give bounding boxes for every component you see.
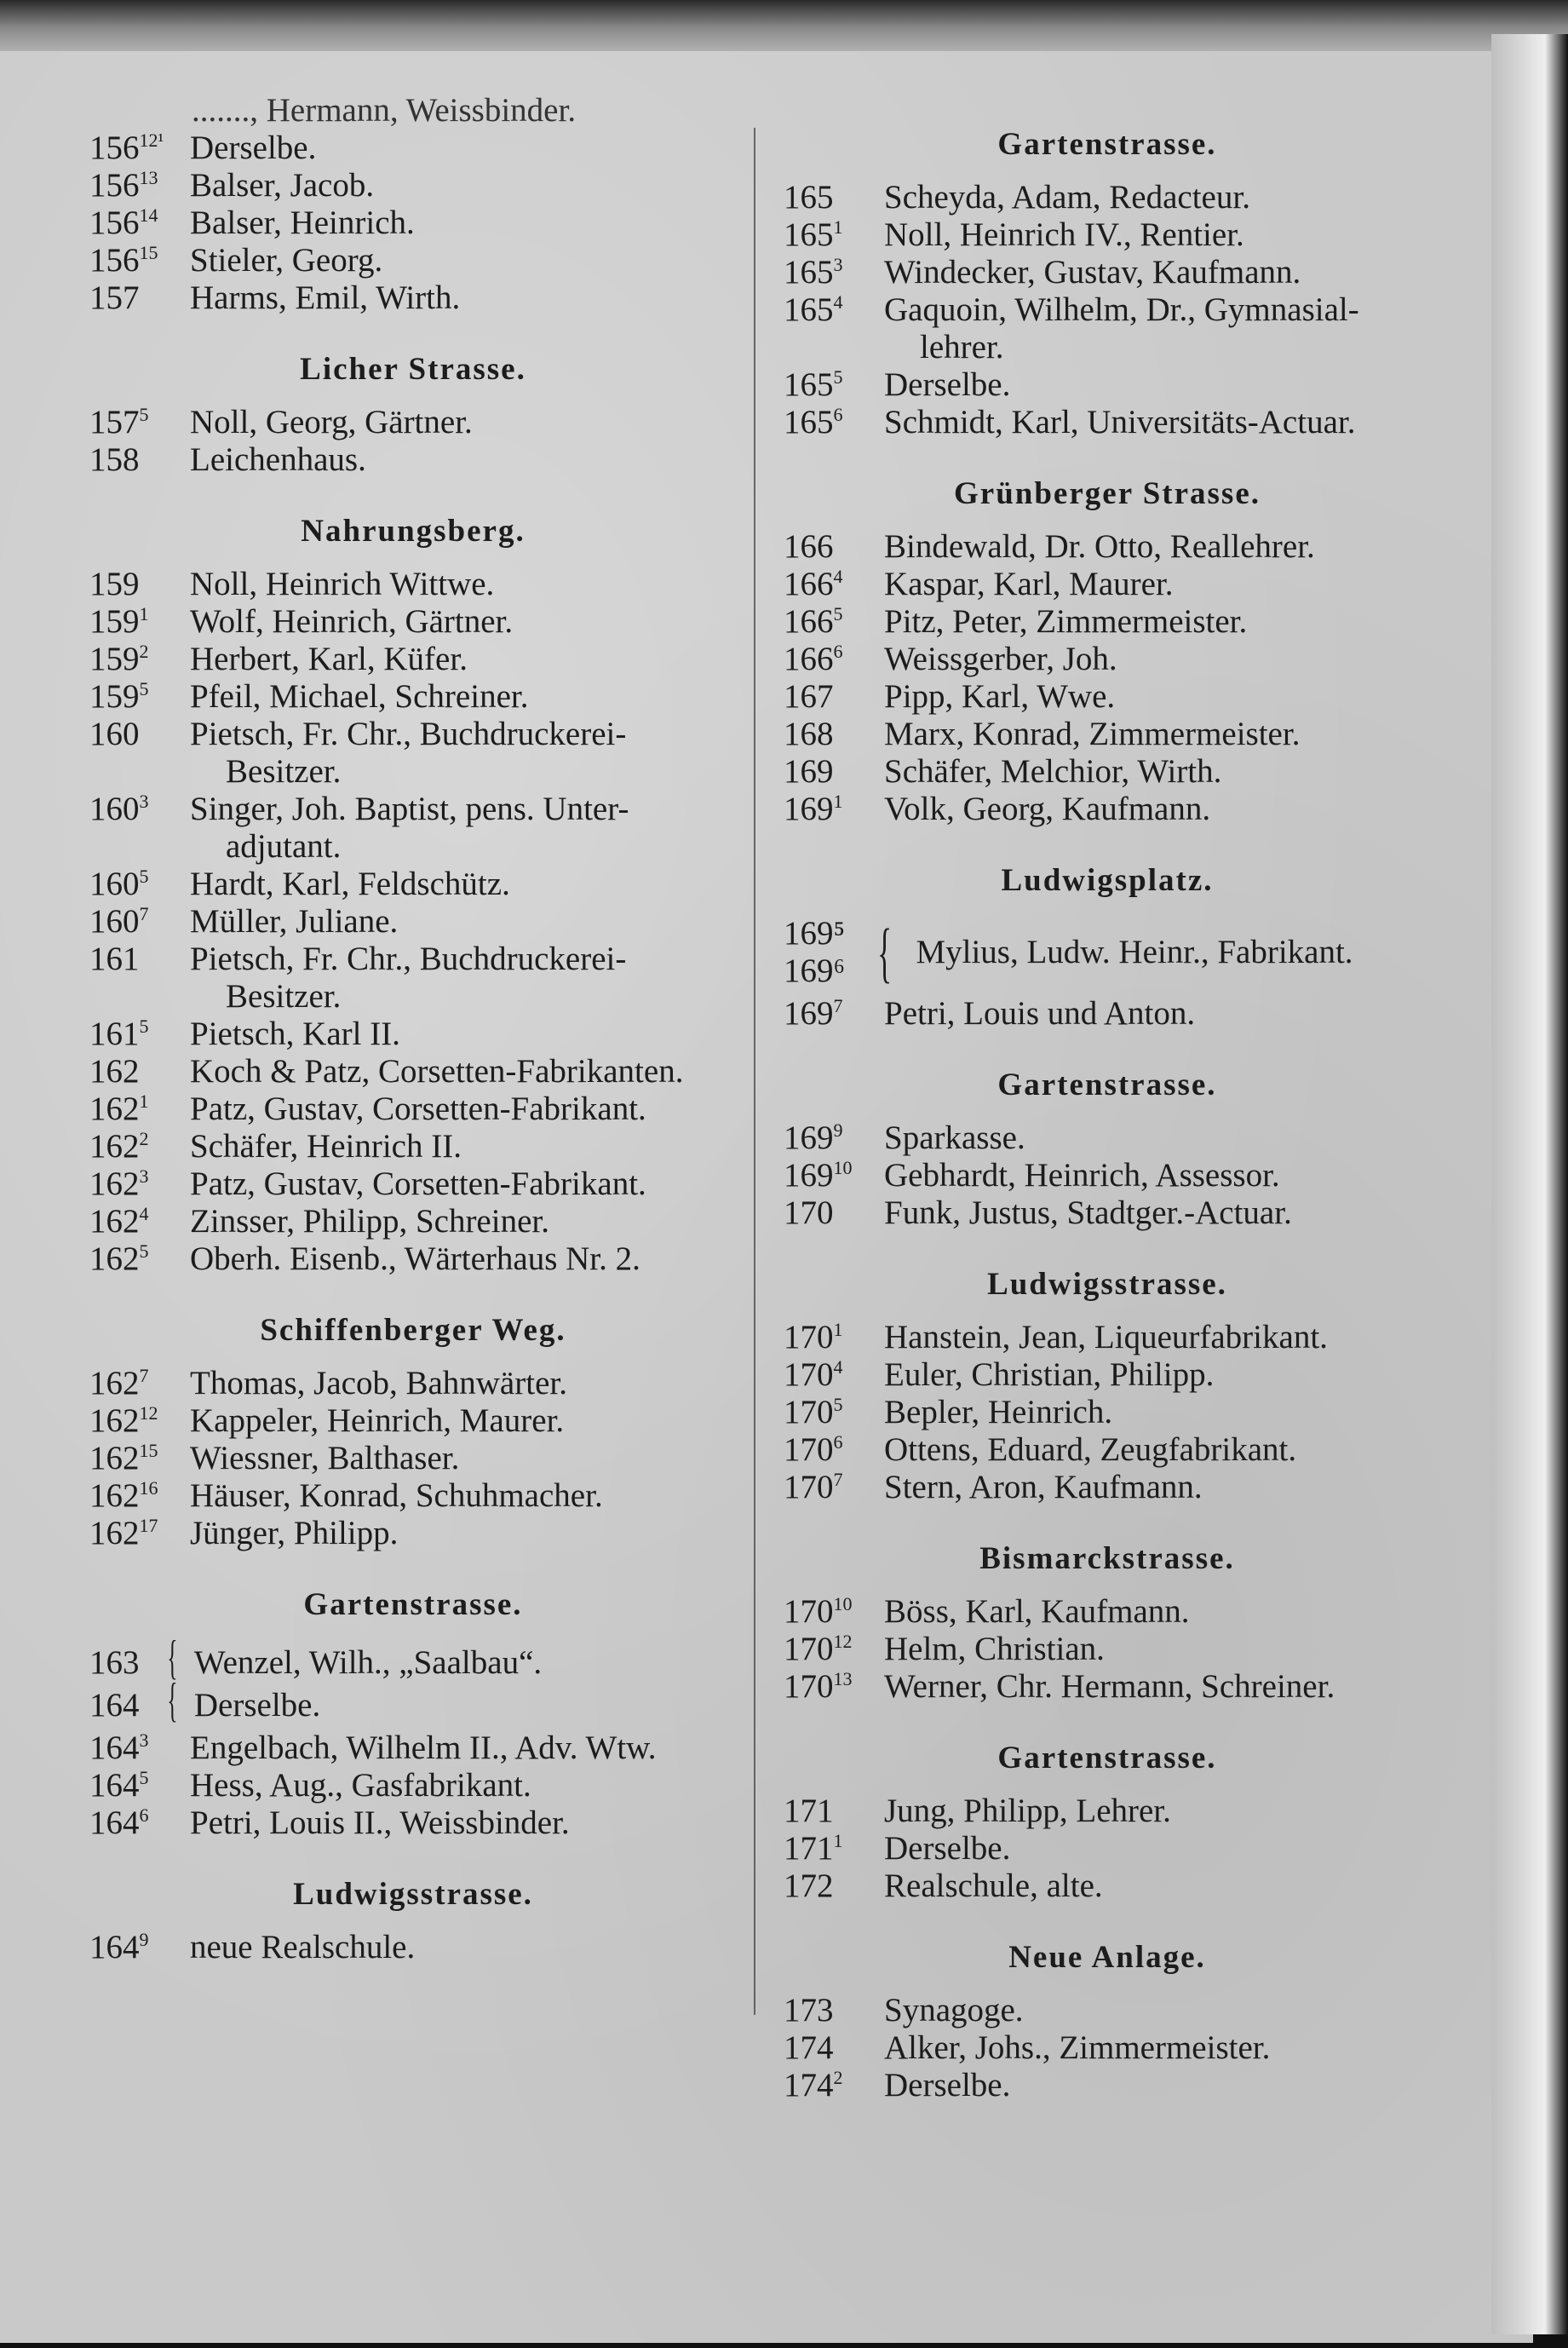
- column-divider: [754, 128, 755, 2015]
- entry-number: $162^{15}$: [89, 1440, 158, 1476]
- entry-number: 162: [89, 1053, 140, 1090]
- entry-number-sup: 5: [833, 1394, 843, 1415]
- entry-text: Schäfer, Melchior, Wirth.: [884, 753, 1222, 790]
- entry-text: Stern, Aron, Kaufmann.: [884, 1469, 1203, 1505]
- heading-ludwigsstrasse-left: Ludwigsstrasse.: [293, 1877, 533, 1912]
- directory-entry: [89, 1053, 737, 1091]
- entry-number-sup: 12: [139, 1402, 158, 1424]
- bracket-row-164: [89, 1674, 542, 1727]
- entry-number: $170^{13}$: [784, 1668, 853, 1705]
- entry-number: 158: [89, 441, 140, 478]
- entry-number: $165^3$: [784, 254, 843, 291]
- directory-entry: [89, 1477, 737, 1515]
- directory-entry: [784, 1830, 1431, 1867]
- entry-text: Weissgerber, Joh.: [884, 641, 1117, 677]
- directory-entry: [784, 566, 1431, 603]
- directory-entry: [784, 1319, 1431, 1356]
- heading-ludwigsplatz: Ludwigsplatz.: [1001, 863, 1214, 898]
- directory-entry: [784, 366, 1431, 404]
- directory-entry: [89, 1365, 737, 1402]
- entries-gartenstrasse-3: [784, 1793, 1431, 1905]
- directory-entry: [89, 903, 737, 941]
- entry-text: neue Realschule.: [190, 1929, 416, 1965]
- entry-number-sup: 1: [833, 791, 843, 812]
- entry-text: Müller, Juliane.: [190, 903, 399, 940]
- directory-entry: [89, 1128, 737, 1165]
- entry-number: $164^5$: [89, 1767, 149, 1804]
- entry-text: Singer, Joh. Baptist, pens. Unter-: [190, 791, 629, 827]
- entry-number-sup: 6: [833, 641, 843, 662]
- entry-text: Böss, Karl, Kaufmann.: [884, 1593, 1190, 1630]
- entry-number-sup: 1: [139, 603, 149, 624]
- entry-number: $162^2$: [89, 1128, 149, 1165]
- entries-gartenstrasse-2: [784, 1119, 1431, 1232]
- brace-glyph: {: [877, 915, 893, 989]
- entry-text: Marx, Konrad, Zimmermeister.: [884, 716, 1301, 752]
- directory-entry: [89, 1729, 737, 1767]
- entry-number: $156^{13}$: [89, 167, 158, 204]
- entry-number: 157: [89, 279, 140, 316]
- entry-number-sup: 16: [139, 1477, 158, 1499]
- heading-licher-strasse: Licher Strasse.: [300, 352, 526, 387]
- entry-number: $159^2$: [89, 641, 149, 677]
- entry-text: Pietsch, Fr. Chr., Buchdruckerei-: [190, 716, 627, 752]
- entry-text: Schmidt, Karl, Universitäts-Actuar.: [884, 404, 1356, 440]
- entry-text: Pietsch, Karl II.: [190, 1016, 400, 1052]
- directory-entry: [784, 1867, 1431, 1905]
- entry-number: $162^7$: [89, 1365, 149, 1401]
- directory-entry: [89, 1091, 737, 1128]
- entry-number: $174^2$: [784, 2067, 843, 2103]
- entry-number: $169^9$: [784, 1119, 843, 1156]
- entry-number: $169^1$: [784, 791, 843, 827]
- entry-text: Jünger, Philipp.: [190, 1515, 399, 1551]
- directory-entry: [89, 1440, 737, 1477]
- entry-number-sup: 12: [833, 1631, 853, 1652]
- entries-ludwigsstrasse-right: [784, 1319, 1431, 1506]
- entry-number: $161^5$: [89, 1016, 149, 1052]
- directory-entry: [89, 1767, 737, 1804]
- entry-text: Zinsser, Philipp, Schreiner.: [190, 1203, 549, 1240]
- bracket-row-163: [89, 1632, 543, 1684]
- directory-entry: [89, 404, 737, 441]
- entry-text: Volk, Georg, Kaufmann.: [884, 791, 1211, 827]
- brace-glyph: {: [167, 1674, 178, 1727]
- entry-number-sup: 15: [139, 1440, 158, 1461]
- directory-entry: [89, 941, 737, 978]
- directory-entry: [784, 2067, 1431, 2104]
- directory-entry: [89, 167, 737, 204]
- directory-entry: [784, 1668, 1431, 1706]
- entry-number: $157^5$: [89, 404, 149, 440]
- entry-number: $162^{16}$: [89, 1477, 158, 1514]
- entries-gartenstrasse-left: [89, 1729, 737, 1842]
- entry-text: Sparkasse.: [884, 1119, 1025, 1156]
- directory-entry: [89, 242, 737, 279]
- directory-entry: [89, 279, 737, 317]
- entry-text: Pitz, Peter, Zimmermeister.: [884, 603, 1248, 640]
- entry-number: 161: [89, 941, 140, 977]
- entry-number-sup: 2: [833, 2067, 843, 2088]
- entry-number: $159^5$: [89, 678, 149, 715]
- entry-number: $169^7$: [784, 995, 843, 1032]
- entry-text: Derselbe.: [884, 366, 1011, 403]
- entry-text: Balser, Jacob.: [190, 167, 375, 204]
- entry-number: 165: [784, 179, 834, 216]
- heading-schiffenberger-weg: Schiffenberger Weg.: [260, 1313, 566, 1348]
- directory-entry: [89, 603, 737, 641]
- entry-number-sup: 5: [139, 1240, 149, 1262]
- entries-gruenberger: [784, 528, 1431, 828]
- entries-neue-anlage: [784, 1992, 1431, 2104]
- directory-entry: [89, 204, 737, 242]
- entry-text: Engelbach, Wilhelm II., Adv. Wtw.: [190, 1729, 657, 1766]
- entry-text: Gebhardt, Heinrich, Assessor.: [884, 1157, 1280, 1194]
- entry-text: Derselbe.: [884, 2067, 1011, 2103]
- entry-text: Herbert, Karl, Küfer.: [190, 641, 468, 677]
- heading-gartenstrasse-2: Gartenstrasse.: [997, 1068, 1217, 1102]
- entries-top: [89, 129, 737, 317]
- directory-entry: [784, 216, 1431, 254]
- entry-number-sup: 1: [139, 1091, 149, 1112]
- entry-text: Hess, Aug., Gasfabrikant.: [190, 1767, 531, 1804]
- entry-number-sup: 6: [139, 1804, 149, 1826]
- directory-entry: [784, 1194, 1431, 1232]
- page-right-edge: [1491, 34, 1568, 2334]
- directory-entry: [89, 678, 737, 716]
- entry-number-sup: 5: [139, 404, 149, 425]
- entry-number: $164^3$: [89, 1729, 149, 1766]
- directory-entry: [89, 1165, 737, 1203]
- entry-text: Stieler, Georg.: [190, 242, 383, 279]
- entry-number-sup: 7: [833, 1469, 843, 1490]
- entry-number-sup: 4: [139, 1203, 149, 1224]
- entry-text: Patz, Gustav, Corsetten-Fabrikant.: [190, 1091, 646, 1127]
- entry-text: Häuser, Konrad, Schuhmacher.: [190, 1477, 603, 1514]
- directory-entry: [784, 603, 1431, 641]
- entries-nahrungsberg: [89, 566, 737, 1278]
- entry-text: Petri, Louis II., Weissbinder.: [190, 1804, 570, 1841]
- entries-schiffenberger: [89, 1365, 737, 1552]
- entry-text: Thomas, Jacob, Bahnwärter.: [190, 1365, 567, 1401]
- bracket-163-164: [89, 1632, 737, 1727]
- entry-text: Ottens, Eduard, Zeugfabrikant.: [884, 1431, 1297, 1468]
- entry-number: 168: [784, 716, 834, 752]
- entry-text: Petri, Louis und Anton.: [884, 995, 1196, 1032]
- entry-number: $170^6$: [784, 1431, 843, 1468]
- entry-text: Helm, Christian.: [884, 1631, 1105, 1667]
- directory-entry: [784, 404, 1431, 441]
- directory-entry: [89, 791, 737, 828]
- entry-number: 170: [784, 1194, 834, 1231]
- entry-number-sup: 10: [833, 1593, 853, 1614]
- directory-entry: [784, 254, 1431, 291]
- entry-text: Gaquoin, Wilhelm, Dr., Gymnasial-: [884, 291, 1359, 328]
- entry-number: $166^6$: [784, 641, 843, 677]
- entry-text: Hanstein, Jean, Liqueurfabrikant.: [884, 1319, 1328, 1355]
- entry-number: 167: [784, 678, 834, 715]
- directory-entry: [89, 641, 737, 678]
- directory-entry: [89, 866, 737, 903]
- entry-number: $169^{10}$: [784, 1157, 853, 1194]
- entry-text: Bindewald, Dr. Otto, Reallehrer.: [884, 528, 1315, 565]
- entry-continuation: lehrer.: [920, 329, 1004, 365]
- heading-nahrungsberg: Nahrungsberg.: [301, 514, 526, 549]
- entry-number: $160^7$: [89, 903, 149, 940]
- entry-number: $162^{17}$: [89, 1515, 158, 1551]
- entry-number-sup: 5: [139, 1016, 149, 1037]
- directory-entry: [784, 1793, 1431, 1830]
- entry-number-sup: 3: [139, 1729, 149, 1751]
- entry-text: Schäfer, Heinrich II.: [190, 1128, 462, 1165]
- entry-number: $170^1$: [784, 1319, 843, 1355]
- entry-number-sup: 9: [833, 1119, 843, 1141]
- entry-number: $164^9$: [89, 1929, 149, 1965]
- entry-text: Wenzel, Wilh., „Saalbau“.: [193, 1644, 543, 1681]
- entry-number: $165^6$: [784, 404, 843, 440]
- entry-text: Leichenhaus.: [190, 441, 366, 478]
- entry-number-sup: 9: [139, 1929, 149, 1950]
- entry-number-sup: 6: [833, 404, 843, 425]
- top-cut-line: ......., Hermann, Weissbinder.: [192, 92, 577, 129]
- directory-entry: [89, 1402, 737, 1440]
- right-column: [784, 126, 1431, 2104]
- entry-number-sup: 1: [833, 1319, 843, 1340]
- entry-number-sup: 14: [139, 204, 158, 226]
- directory-entry: [784, 1119, 1431, 1157]
- entry-text: Scheyda, Adam, Redacteur.: [884, 179, 1250, 216]
- entry-text: Derselbe.: [884, 1830, 1011, 1867]
- entry-number-sup: 2: [139, 1128, 149, 1149]
- entries-ludwigsstrasse-left: [89, 1929, 737, 1966]
- directory-entry: [89, 1203, 737, 1240]
- directory-entry: [784, 791, 1431, 828]
- entry-number-sup: 4: [833, 566, 843, 587]
- entry-number: $156^{12^1}$: [89, 129, 164, 166]
- heading-bismarckstrasse: Bismarckstrasse.: [979, 1541, 1235, 1576]
- brace-glyph: {: [167, 1632, 178, 1684]
- entry-number: $170^5$: [784, 1394, 843, 1430]
- entry-number-sup: 7: [139, 1365, 149, 1386]
- heading-gartenstrasse-3: Gartenstrasse.: [997, 1741, 1217, 1775]
- directory-entry: [784, 1157, 1431, 1194]
- directory-entry: [784, 641, 1431, 678]
- entry-number: 159: [89, 566, 140, 602]
- entry-number-sup: 13: [139, 167, 158, 188]
- entry-number: 166: [784, 528, 834, 565]
- entry-number: $162^4$: [89, 1203, 149, 1240]
- entry-number: 169: [784, 753, 834, 790]
- entry-text: Alker, Johs., Zimmermeister.: [884, 2029, 1271, 2066]
- entry-text: Patz, Gustav, Corsetten-Fabrikant.: [190, 1165, 646, 1202]
- entry-number: $170^7$: [784, 1469, 843, 1505]
- directory-entry: [89, 566, 737, 603]
- directory-entry: [784, 995, 1431, 1033]
- directory-entry: [89, 1240, 737, 1278]
- entry-number-sup: 17: [139, 1515, 158, 1536]
- directory-entry: [784, 2029, 1431, 2067]
- entry-number: 164: [89, 1687, 140, 1724]
- entries-bismarck: [784, 1593, 1431, 1706]
- directory-entry: [89, 441, 737, 479]
- entry-text: Pipp, Karl, Wwe.: [884, 678, 1116, 715]
- entry-number-sup: 4: [833, 291, 843, 313]
- heading-gartenstrasse-1: Gartenstrasse.: [997, 127, 1217, 162]
- entry-continuation: Besitzer.: [226, 753, 342, 790]
- directory-entry: [784, 753, 1431, 791]
- directory-entry: [784, 179, 1431, 216]
- entry-text: Synagoge.: [884, 1992, 1024, 2029]
- entries-ludwigsplatz: [784, 995, 1431, 1033]
- entry-text: Werner, Chr. Hermann, Schreiner.: [884, 1668, 1335, 1705]
- entry-text: Funk, Justus, Stadtger.-Actuar.: [884, 1194, 1292, 1231]
- entry-text: Harms, Emil, Wirth.: [190, 279, 461, 316]
- entry-number: 174: [784, 2029, 834, 2066]
- entry-continuation: adjutant.: [226, 828, 342, 865]
- directory-entry: [89, 1804, 737, 1842]
- left-column: [89, 92, 737, 1966]
- entry-number-sup: 6: [833, 1431, 843, 1453]
- entry-number: $170^{12}$: [784, 1631, 853, 1667]
- entry-number: 163: [89, 1644, 140, 1681]
- entry-number: $166^5$: [784, 603, 843, 640]
- entry-number: $159^1$: [89, 603, 149, 640]
- entry-text: Wiessner, Balthaser.: [190, 1440, 460, 1476]
- entry-number-sup: 13: [833, 1668, 853, 1689]
- entry-number-sup: 1: [833, 1830, 843, 1851]
- entry-text: Jung, Philipp, Lehrer.: [884, 1793, 1171, 1829]
- entry-text: Wolf, Heinrich, Gärtner.: [190, 603, 514, 640]
- entry-number: $156^{15}$: [89, 242, 158, 279]
- entry-number-sup: 5: [833, 603, 843, 624]
- entry-number-sup: 15: [139, 242, 158, 263]
- heading-gartenstrasse-left: Gartenstrasse.: [303, 1587, 523, 1622]
- entry-number: $170^{10}$: [784, 1593, 853, 1630]
- directory-entry: [784, 1356, 1431, 1394]
- entry-number-sup: 7: [139, 903, 149, 924]
- entry-number-sup: 1: [833, 216, 843, 238]
- entry-text: Bepler, Heinrich.: [884, 1394, 1113, 1430]
- entry-number: $164^6$: [89, 1804, 149, 1841]
- directory-entry: [784, 1631, 1431, 1668]
- entry-number-sup: 5: [139, 1767, 149, 1788]
- entry-text: Pfeil, Michael, Schreiner.: [190, 678, 529, 715]
- entry-number: $165^1$: [784, 216, 843, 253]
- entry-text: Balser, Heinrich.: [190, 204, 415, 241]
- entry-text: Hardt, Karl, Feldschütz.: [190, 866, 510, 902]
- entry-number-sup: 3: [139, 1165, 149, 1187]
- entry-text: Realschule, alte.: [884, 1867, 1103, 1904]
- entry-number-sup: 5: [139, 678, 149, 699]
- entry-number-sup: 3: [833, 254, 843, 275]
- entry-text: Noll, Heinrich IV., Rentier.: [884, 216, 1244, 253]
- directory-entry: [784, 1431, 1431, 1469]
- directory-entry: [784, 678, 1431, 716]
- entry-text: Kappeler, Heinrich, Maurer.: [190, 1402, 565, 1439]
- entry-number-sup: 7: [833, 995, 843, 1016]
- entry-number-sup: 5: [833, 366, 843, 388]
- entry-number: 160: [89, 716, 140, 752]
- directory-entry: [89, 129, 737, 167]
- heading-neue-anlage: Neue Anlage.: [1008, 1940, 1206, 1975]
- entry-number: $162^1$: [89, 1091, 149, 1127]
- directory-entry: [89, 1016, 737, 1053]
- heading-ludwigsstrasse-right: Ludwigsstrasse.: [987, 1267, 1227, 1302]
- entry-number: $162^5$: [89, 1240, 149, 1277]
- entry-number: $156^{14}$: [89, 204, 158, 241]
- entry-number: 169⁶: [784, 952, 846, 989]
- entry-text: Oberh. Eisenb., Wärterhaus Nr. 2.: [190, 1240, 640, 1277]
- entry-number: $162^{12}$: [89, 1402, 158, 1439]
- entry-text: Koch & Patz, Corsetten-Fabrikanten.: [190, 1053, 684, 1090]
- directory-entry: [784, 291, 1431, 329]
- entry-number-sup: 3: [139, 791, 149, 812]
- directory-entry: [89, 716, 737, 753]
- entry-number-sup: 5: [139, 866, 149, 887]
- entry-number: $171^1$: [784, 1830, 843, 1867]
- entry-text: Kaspar, Karl, Maurer.: [884, 566, 1174, 602]
- bracket-1695-1696: [784, 915, 1431, 990]
- directory-entry: [784, 1469, 1431, 1506]
- entries-gartenstrasse-1: [784, 179, 1431, 441]
- entry-text: Derselbe.: [190, 129, 317, 166]
- entry-text: Euler, Christian, Philipp.: [884, 1356, 1215, 1393]
- entry-number-sup: 2: [139, 641, 149, 662]
- entry-number: 173: [784, 1992, 834, 2029]
- entry-continuation: Besitzer.: [226, 978, 342, 1015]
- directory-entry: [784, 1593, 1431, 1631]
- entry-text: Noll, Georg, Gärtner.: [190, 404, 473, 440]
- entry-number: 171: [784, 1793, 834, 1829]
- entries-licher: [89, 404, 737, 479]
- directory-entry: [89, 1929, 737, 1966]
- directory-entry: [784, 716, 1431, 753]
- entry-number: $160^3$: [89, 791, 149, 827]
- entry-text: Derselbe.: [193, 1687, 321, 1724]
- entry-number: $160^5$: [89, 866, 149, 902]
- directory-entry: [784, 1394, 1431, 1431]
- entry-text: Mylius, Ludw. Heinr., Fabrikant.: [916, 934, 1353, 970]
- entry-text: Noll, Heinrich Wittwe.: [190, 566, 495, 602]
- directory-entry: [784, 1992, 1431, 2029]
- heading-gruenberger-strasse: Grünberger Strasse.: [954, 476, 1261, 511]
- entry-number: 172: [784, 1867, 834, 1904]
- directory-entry: [784, 528, 1431, 566]
- entry-number: $162^3$: [89, 1165, 149, 1202]
- entry-number: $170^4$: [784, 1356, 843, 1393]
- entry-number: $166^4$: [784, 566, 843, 602]
- entry-number: 169⁵: [784, 915, 846, 952]
- entry-text: Windecker, Gustav, Kaufmann.: [884, 254, 1301, 291]
- entry-number-sup: 10: [833, 1157, 853, 1178]
- directory-entry: [89, 1515, 737, 1552]
- entry-number-sup: 12¹: [139, 129, 164, 151]
- entry-text: Pietsch, Fr. Chr., Buchdruckerei-: [190, 941, 627, 977]
- entry-number: $165^4$: [784, 291, 843, 328]
- entry-number: $165^5$: [784, 366, 843, 403]
- entry-number-sup: 4: [833, 1356, 843, 1378]
